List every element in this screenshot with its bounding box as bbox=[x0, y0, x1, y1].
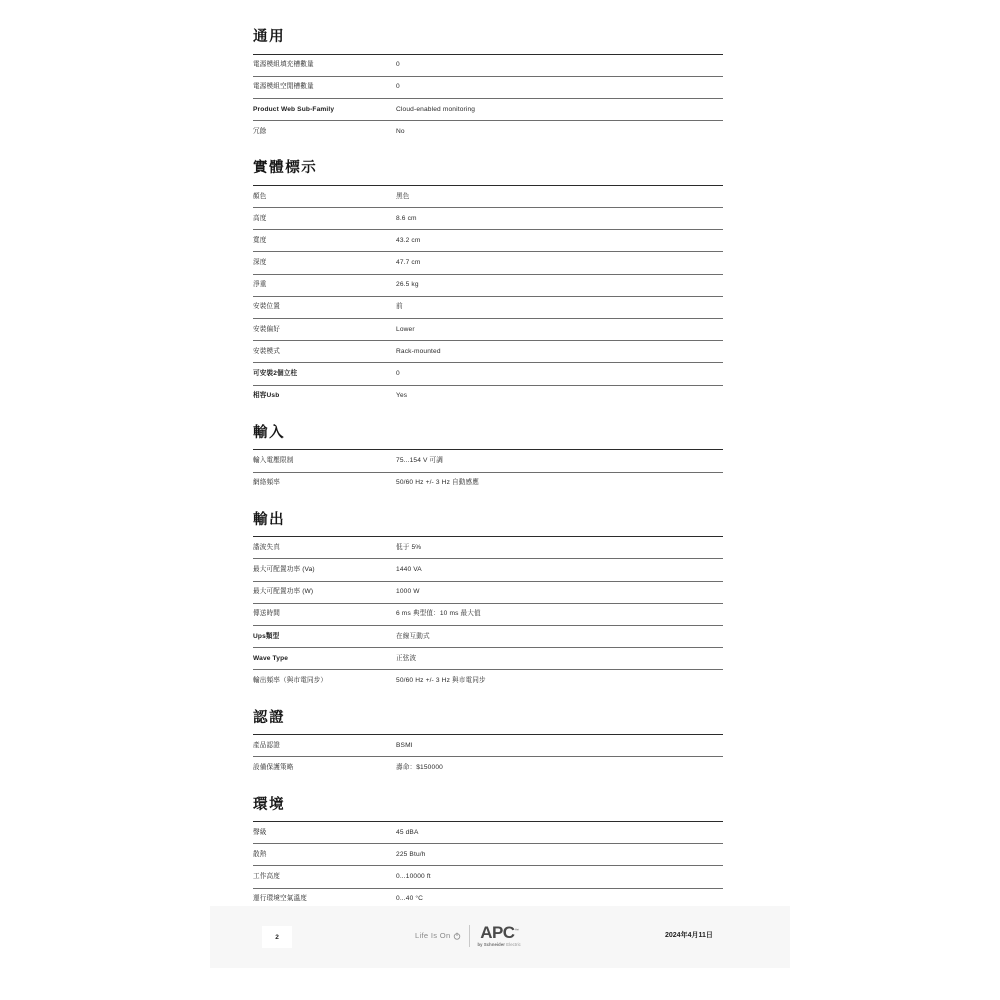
table-row bbox=[253, 648, 723, 670]
table-row bbox=[253, 341, 723, 363]
footer-date: 2024年4月11日 bbox=[665, 932, 713, 939]
spec-label: 最大可配置功率 (Va) bbox=[253, 559, 396, 581]
spec-value: 225 Btu/h bbox=[396, 844, 723, 866]
power-symbol-icon bbox=[453, 932, 461, 940]
spec-label: 寬度 bbox=[253, 230, 396, 252]
table-row bbox=[253, 822, 723, 844]
brand-logo bbox=[415, 924, 521, 947]
table-row bbox=[253, 54, 723, 76]
apc-trademark: ™ bbox=[514, 927, 519, 933]
spec-label: Wave Type bbox=[253, 648, 396, 670]
spec-label: 安裝模式 bbox=[253, 341, 396, 363]
table-row bbox=[253, 757, 723, 779]
spec-value: 正弦波 bbox=[396, 648, 723, 670]
spec-section-output bbox=[253, 511, 723, 692]
table-row bbox=[253, 866, 723, 888]
page-number: 2 bbox=[275, 933, 279, 941]
spec-value: 前 bbox=[396, 296, 723, 318]
apc-subbrand-suffix: Electric bbox=[506, 942, 521, 947]
spec-label: 電源模組空閒槽數量 bbox=[253, 76, 396, 98]
spec-label: 運行環境空氣溫度 bbox=[253, 888, 396, 910]
table-row bbox=[253, 626, 723, 648]
spec-label: Product Web Sub-Family bbox=[253, 98, 396, 120]
table-row bbox=[253, 208, 723, 230]
spec-label: Ups類型 bbox=[253, 626, 396, 648]
spec-value: BSMI bbox=[396, 735, 723, 757]
apc-subbrand-prefix: by Schneider bbox=[477, 942, 505, 947]
spec-value: 0 bbox=[396, 54, 723, 76]
spec-value: 50/60 Hz +/- 3 Hz 自動感應 bbox=[396, 472, 723, 494]
spec-value: 在線互動式 bbox=[396, 626, 723, 648]
spec-table-input bbox=[253, 449, 723, 493]
table-row bbox=[253, 559, 723, 581]
apc-logo bbox=[478, 924, 521, 947]
section-title-certification: 認證 bbox=[253, 709, 286, 726]
spec-label: 散熱 bbox=[253, 844, 396, 866]
spec-table-physical bbox=[253, 185, 723, 407]
section-title-environment: 環境 bbox=[253, 796, 286, 813]
page-number-box bbox=[262, 926, 292, 948]
spec-value: 6 ms 典型值：10 ms 最大值 bbox=[396, 603, 723, 625]
spec-value: 50/60 Hz +/- 3 Hz 與市電同步 bbox=[396, 670, 723, 692]
apc-wordmark bbox=[480, 924, 518, 941]
spec-value: 壽命：$150000 bbox=[396, 757, 723, 779]
spec-label: 安裝位置 bbox=[253, 296, 396, 318]
spec-sheet-content bbox=[253, 28, 723, 954]
spec-table-certification bbox=[253, 734, 723, 778]
section-title-physical: 實體標示 bbox=[253, 160, 318, 177]
spec-value: Yes bbox=[396, 385, 723, 407]
spec-label: 冗餘 bbox=[253, 121, 396, 143]
spec-label: 網絡頻率 bbox=[253, 472, 396, 494]
spec-section-certification bbox=[253, 709, 723, 779]
spec-value: 26.5 kg bbox=[396, 274, 723, 296]
page-footer bbox=[210, 906, 790, 968]
spec-label: 產品認證 bbox=[253, 735, 396, 757]
spec-value: 0...10000 ft bbox=[396, 866, 723, 888]
spec-label: 安裝偏好 bbox=[253, 319, 396, 341]
spec-label: 輸出頻率（與市電同步） bbox=[253, 670, 396, 692]
spec-value: 0 bbox=[396, 76, 723, 98]
table-row bbox=[253, 450, 723, 472]
spec-label: 聲級 bbox=[253, 822, 396, 844]
table-row bbox=[253, 296, 723, 318]
spec-label: 設備保護策略 bbox=[253, 757, 396, 779]
table-row bbox=[253, 252, 723, 274]
table-row bbox=[253, 603, 723, 625]
table-row bbox=[253, 363, 723, 385]
spec-section-general bbox=[253, 28, 723, 142]
spec-value: 47.7 cm bbox=[396, 252, 723, 274]
table-row bbox=[253, 735, 723, 757]
spec-label: 可安裝2個立柱 bbox=[253, 363, 396, 385]
spec-value: Lower bbox=[396, 319, 723, 341]
spec-label: 輸入電壓限制 bbox=[253, 450, 396, 472]
spec-value: 8.6 cm bbox=[396, 208, 723, 230]
spec-section-input bbox=[253, 424, 723, 494]
spec-value: 75...154 V 可調 bbox=[396, 450, 723, 472]
spec-value: 1440 VA bbox=[396, 559, 723, 581]
spec-label: 淨重 bbox=[253, 274, 396, 296]
spec-section-physical bbox=[253, 159, 723, 406]
spec-value: 0...40 °C bbox=[396, 888, 723, 910]
table-row bbox=[253, 537, 723, 559]
table-row bbox=[253, 185, 723, 207]
spec-table-general bbox=[253, 54, 723, 143]
spec-value: 低于 5% bbox=[396, 537, 723, 559]
spec-label: 工作高度 bbox=[253, 866, 396, 888]
spec-value: Rack-mounted bbox=[396, 341, 723, 363]
spec-value: No bbox=[396, 121, 723, 143]
spec-value: 43.2 cm bbox=[396, 230, 723, 252]
spec-label: 傳送時間 bbox=[253, 603, 396, 625]
table-row bbox=[253, 98, 723, 120]
spec-value: 0 bbox=[396, 363, 723, 385]
table-row bbox=[253, 844, 723, 866]
apc-subbrand bbox=[478, 942, 521, 947]
spec-label: 高度 bbox=[253, 208, 396, 230]
spec-label: 諧波失真 bbox=[253, 537, 396, 559]
logo-divider bbox=[469, 925, 470, 947]
table-row bbox=[253, 230, 723, 252]
spec-value: 1000 W bbox=[396, 581, 723, 603]
spec-value: 黑色 bbox=[396, 185, 723, 207]
table-row bbox=[253, 472, 723, 494]
spec-value: 45 dBA bbox=[396, 822, 723, 844]
spec-label: 電源模組填充槽數量 bbox=[253, 54, 396, 76]
section-title-general: 通用 bbox=[253, 29, 286, 45]
spec-label: 深度 bbox=[253, 252, 396, 274]
spec-label: 相容Usb bbox=[253, 385, 396, 407]
spec-label: 顏色 bbox=[253, 185, 396, 207]
table-row bbox=[253, 121, 723, 143]
table-row bbox=[253, 274, 723, 296]
table-row bbox=[253, 76, 723, 98]
table-row bbox=[253, 670, 723, 692]
section-title-output: 輸出 bbox=[253, 511, 286, 528]
table-row bbox=[253, 385, 723, 407]
life-is-on-tagline bbox=[415, 931, 461, 940]
spec-value: Cloud-enabled monitoring bbox=[396, 98, 723, 120]
table-row bbox=[253, 319, 723, 341]
section-title-input: 輸入 bbox=[253, 424, 286, 441]
spec-label: 最大可配置功率 (W) bbox=[253, 581, 396, 603]
spec-table-output bbox=[253, 536, 723, 691]
life-is-on-text: Life Is On bbox=[415, 931, 451, 940]
table-row bbox=[253, 581, 723, 603]
apc-wordmark-text: APC bbox=[480, 923, 515, 942]
